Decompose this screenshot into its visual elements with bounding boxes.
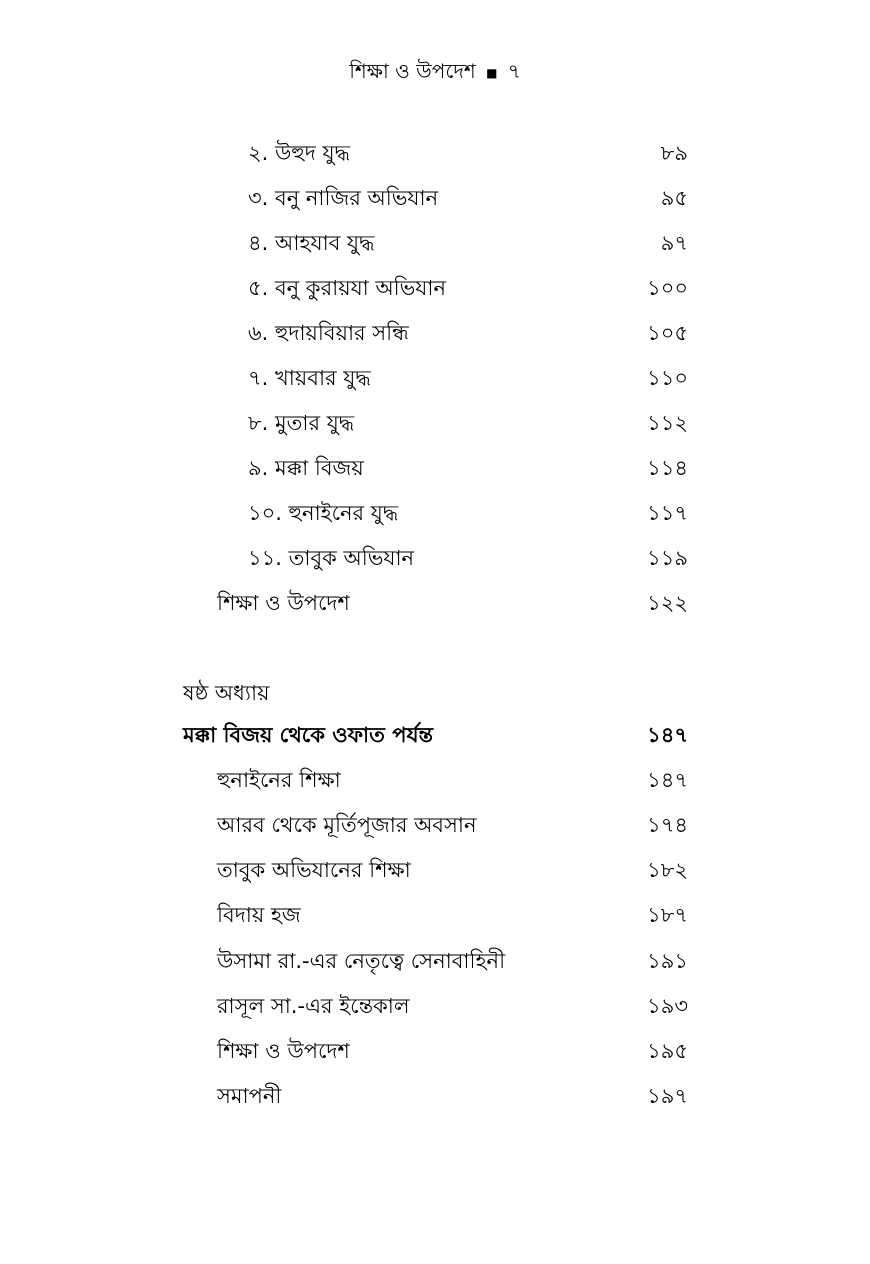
toc-entry[interactable] <box>0 406 870 440</box>
toc-entry-page: ১৯১ <box>647 949 688 973</box>
toc-entry-title: রাসূল সা.-এর ইন্তেকাল <box>217 994 410 1018</box>
toc-entry-page: ১১২ <box>647 411 688 435</box>
toc-entry-title: উসামা রা.-এর নেতৃত্বে সেনাবাহিনী <box>217 949 506 973</box>
toc-entry[interactable] <box>0 989 870 1023</box>
toc-entry[interactable] <box>0 898 870 932</box>
toc-entry[interactable] <box>0 944 870 978</box>
toc-entry-page: ১০০ <box>647 276 688 300</box>
toc-entry-title: ৩. বনু নাজির অভিযান <box>248 186 439 210</box>
toc-entry-page: ১০৫ <box>647 321 688 345</box>
toc-entry-title: ৭. খায়বার যুদ্ধ <box>248 366 371 390</box>
toc-entry-page: ৯৭ <box>660 231 688 255</box>
toc-entry-title: তাবুক অভিযানের শিক্ষা <box>217 858 411 882</box>
toc-entry[interactable] <box>0 1034 870 1068</box>
toc-entry[interactable] <box>0 316 870 350</box>
toc-entry[interactable] <box>0 181 870 215</box>
toc-entry-page: ১৮৭ <box>647 903 688 927</box>
chapter-label <box>0 676 870 710</box>
toc-entry[interactable] <box>0 1079 870 1113</box>
toc-entry[interactable] <box>0 763 870 797</box>
toc-entry-title: ৪. আহযাব যুদ্ধ <box>248 231 375 255</box>
toc-entry[interactable] <box>0 271 870 305</box>
toc-entry[interactable] <box>0 226 870 260</box>
toc-entry-page: ১৯৫ <box>647 1039 688 1063</box>
toc-entry-page: ৮৯ <box>660 141 688 165</box>
toc-entry-title: আরব থেকে মূর্তিপূজার অবসান <box>217 813 477 837</box>
toc-entry-page: ১১৭ <box>647 501 688 525</box>
toc-entry[interactable] <box>0 853 870 887</box>
toc-entry-page: ১১০ <box>647 366 688 390</box>
toc-entry-title: শিক্ষা ও উপদেশ <box>217 1039 350 1063</box>
toc-entry-page: ১৮২ <box>647 858 688 882</box>
toc-entry[interactable] <box>0 541 870 575</box>
running-header <box>0 56 870 88</box>
toc-entry-title: হুনাইনের শিক্ষা <box>217 768 341 792</box>
toc-entry-title: ৮. মুতার যুদ্ধ <box>248 411 355 435</box>
header-page-number: ৭ <box>507 59 521 83</box>
toc-entry-page: ৯৫ <box>660 186 688 210</box>
toc-entry-page: ১১৯ <box>647 546 688 570</box>
chapter-title: মক্কা বিজয় থেকে ওফাত পর্যন্ত <box>183 723 434 747</box>
chapter-title-entry[interactable] <box>0 718 870 752</box>
toc-entry-page: ১২২ <box>647 591 688 615</box>
toc-entry-title: ২. উহুদ যুদ্ধ <box>248 141 350 165</box>
toc-entry-page: ১৪৭ <box>647 723 688 747</box>
toc-entry-title: শিক্ষা ও উপদেশ <box>217 591 350 615</box>
toc-entry-page: ১৯৩ <box>647 994 688 1018</box>
toc-entry-page: ১৭৪ <box>647 813 688 837</box>
toc-entry[interactable] <box>0 586 870 620</box>
toc-entry[interactable] <box>0 808 870 842</box>
toc-entry[interactable] <box>0 136 870 170</box>
toc-entry[interactable] <box>0 496 870 530</box>
toc-entry-title: সমাপনী <box>217 1084 282 1108</box>
chapter-label-text: ষষ্ঠ অধ্যায় <box>183 681 270 705</box>
toc-entry-title: ৫. বনু কুরায়যা অভিযান <box>248 276 447 300</box>
toc-entry-page: ১৪৭ <box>647 768 688 792</box>
toc-entry-title: ৯. মক্কা বিজয় <box>248 456 364 480</box>
toc-entry-title: ৬. হুদায়বিয়ার সন্ধি <box>248 321 409 345</box>
toc-entry[interactable] <box>0 361 870 395</box>
toc-entry-title: ১০. হুনাইনের যুদ্ধ <box>248 501 399 525</box>
toc-entry-title: বিদায় হজ <box>217 903 301 927</box>
toc-entry-page: ১১৪ <box>647 456 688 480</box>
toc-entry-page: ১৯৭ <box>647 1084 688 1108</box>
toc-entry-title: ১১. তাবুক অভিযান <box>248 546 415 570</box>
toc-entry[interactable] <box>0 451 870 485</box>
header-separator: ■ <box>486 65 498 80</box>
header-title: শিক্ষা ও উপদেশ <box>349 59 476 83</box>
